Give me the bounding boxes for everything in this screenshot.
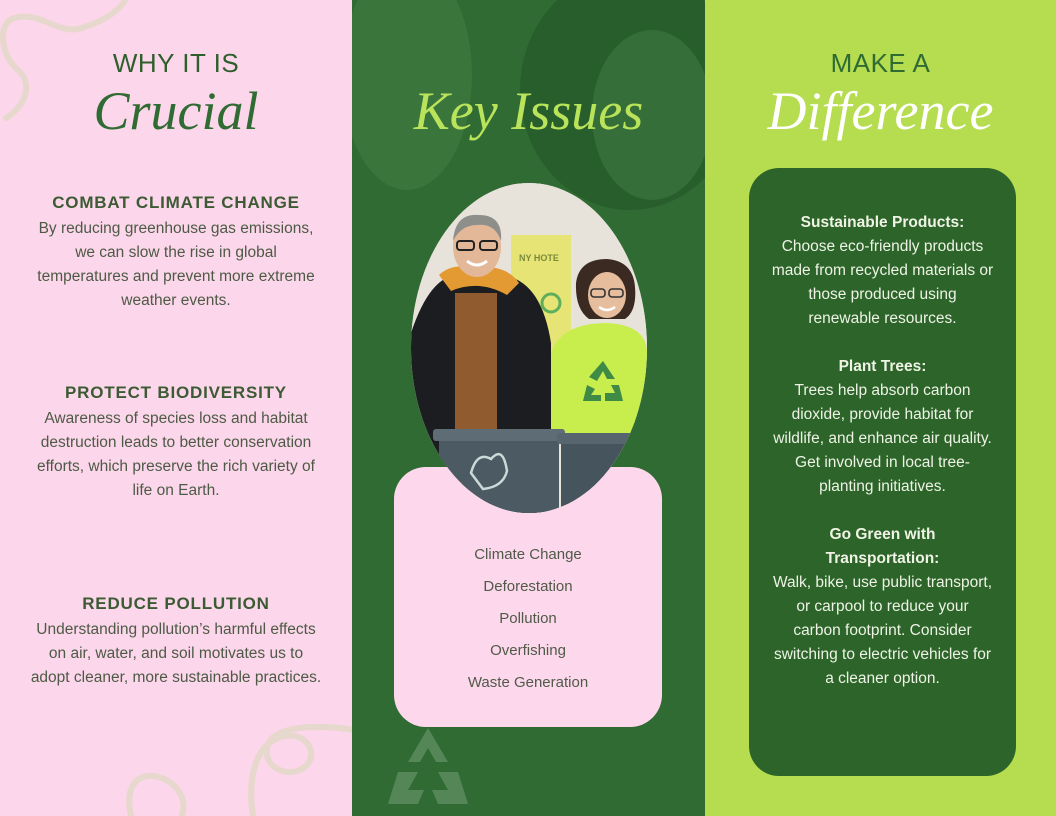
left-script-title: Crucial <box>93 81 259 141</box>
right-kicker: MAKE A <box>830 48 931 78</box>
section-heading: REDUCE POLLUTION <box>82 594 270 613</box>
tip-title: Go Green with Transportation: <box>825 526 940 567</box>
tip-title: Sustainable Products: <box>800 214 965 231</box>
tip-green-transportation <box>749 523 1016 691</box>
faded-recycle-icon <box>378 720 478 816</box>
issue-item: Overfishing <box>490 642 566 659</box>
volunteers-photo <box>411 183 647 513</box>
right-script-title: Difference <box>767 81 994 141</box>
section-combat-climate-change <box>30 193 322 313</box>
svg-text:NY HOTE: NY HOTE <box>519 253 559 263</box>
section-body: By reducing greenhouse gas emissions, we can slow the rise in global temperatures and prevent more extreme weather events. <box>37 220 315 309</box>
tip-body: Choose eco-friendly products made from recycled materials or those produced using renewable resources. <box>771 238 994 327</box>
key-issues-list <box>394 539 662 699</box>
right-panel-make-a-difference <box>705 0 1056 816</box>
issue-item: Waste Generation <box>467 674 589 691</box>
section-body: Awareness of species loss and habitat destruction leads to better conservation efforts, which preserve the rich variety of life on Earth. <box>37 410 315 499</box>
tip-title: Plant Trees: <box>838 358 927 375</box>
tip-body: Trees help absorb carbon dioxide, provide habitat for wildlife, and enhance air quality. Get involved in local tree-planting initiatives. <box>773 382 992 495</box>
section-body: Understanding pollution’s harmful effects on air, water, and soil motivates us to adopt cleaner, more sustainable practices. <box>30 621 322 686</box>
middle-panel-key-issues <box>352 0 705 816</box>
photo-illustration <box>411 183 647 513</box>
issue-item: Climate Change <box>474 546 582 563</box>
key-issues-title: Key Issues <box>413 81 644 141</box>
section-reduce-pollution <box>30 594 322 690</box>
left-panel-why-crucial <box>0 0 352 816</box>
section-protect-biodiversity <box>30 383 322 503</box>
section-heading: PROTECT BIODIVERSITY <box>65 383 287 402</box>
issue-item: Pollution <box>499 610 557 627</box>
left-kicker: WHY IT IS <box>112 48 240 78</box>
section-heading: COMBAT CLIMATE CHANGE <box>52 193 300 212</box>
tips-card <box>749 168 1016 776</box>
decorative-squiggle-bottom <box>120 700 352 816</box>
tip-body: Walk, bike, use public transport, or carpool to reduce your carbon footprint. Consider switching to electric vehicles for a cleaner option. <box>772 574 993 687</box>
tip-sustainable-products <box>749 211 1016 331</box>
issue-item: Deforestation <box>483 578 573 595</box>
tip-plant-trees <box>749 355 1016 499</box>
